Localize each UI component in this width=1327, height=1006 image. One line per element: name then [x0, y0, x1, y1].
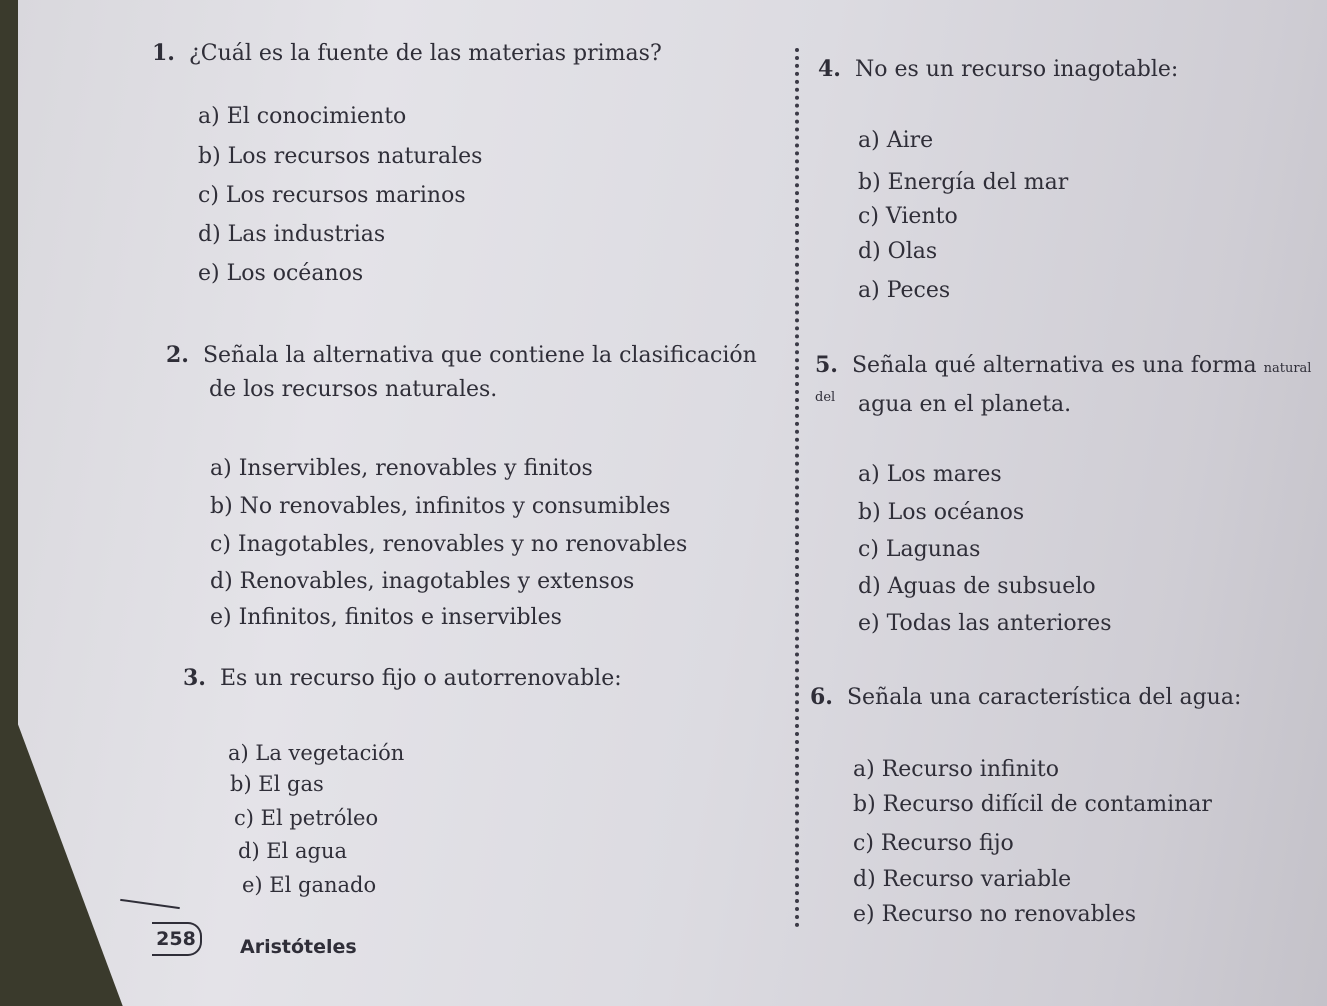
option-5d: d) Aguas de subsuelo	[858, 574, 1096, 599]
question-2	[166, 342, 757, 369]
question-text-line2: agua en el planeta.	[858, 392, 1072, 417]
option-6c: c) Recurso fijo	[853, 831, 1014, 856]
question-number: 6.	[810, 684, 833, 710]
question-1	[152, 40, 662, 67]
option-5b: b) Los océanos	[858, 500, 1025, 525]
question-3	[183, 665, 622, 692]
option-5c: c) Lagunas	[858, 537, 981, 562]
question-4	[818, 56, 1178, 83]
option-1b: b) Los recursos naturales	[198, 144, 483, 169]
option-6d: d) Recurso variable	[853, 867, 1072, 892]
question-text: Es un recurso fijo o autorrenovable:	[219, 666, 622, 691]
option-3d: d) El agua	[238, 839, 348, 863]
option-4e: a) Peces	[858, 278, 951, 303]
book-title: Aristóteles	[240, 936, 357, 958]
page-number: 258	[152, 922, 202, 956]
column-divider	[795, 48, 799, 928]
option-5a: a) Los mares	[858, 462, 1002, 487]
option-1e: e) Los océanos	[198, 261, 364, 286]
option-6b: b) Recurso difícil de contaminar	[853, 792, 1212, 817]
option-2d: d) Renovables, inagotables y extensos	[210, 569, 635, 594]
option-2a: a) Inservibles, renovables y finitos	[210, 456, 593, 481]
question-text: ¿Cuál es la fuente de las materias primas?	[188, 41, 662, 66]
option-6a: a) Recurso infinito	[853, 757, 1059, 782]
option-4a: a) Aire	[858, 128, 934, 153]
question-text-line1: Señala qué alternativa es una forma	[851, 353, 1257, 378]
option-1c: c) Los recursos marinos	[198, 183, 466, 208]
question-text-line2: de los recursos naturales.	[209, 377, 498, 402]
option-3a: a) La vegetación	[228, 741, 405, 765]
question-text: No es un recurso inagotable:	[854, 57, 1179, 82]
option-4d: d) Olas	[858, 239, 938, 264]
option-3b: b) El gas	[230, 772, 324, 796]
question-6	[810, 684, 1241, 711]
option-1d: d) Las industrias	[198, 222, 386, 247]
option-3c: c) El petróleo	[234, 806, 379, 830]
question-text-small: natural del	[815, 361, 1312, 405]
option-4c: c) Viento	[858, 204, 958, 229]
question-number: 1.	[152, 40, 175, 66]
option-6e: e) Recurso no renovables	[853, 902, 1137, 927]
option-2e: e) Infinitos, finitos e inservibles	[210, 605, 562, 630]
question-number: 2.	[166, 342, 189, 368]
option-1a: a) El conocimiento	[198, 104, 407, 129]
question-number: 3.	[183, 665, 206, 691]
option-2b: b) No renovables, infinitos y consumibles	[210, 494, 671, 519]
question-text-line1: Señala la alternativa que contiene la clasificación	[202, 343, 757, 368]
option-4b: b) Energía del mar	[858, 170, 1069, 195]
option-5e: e) Todas las anteriores	[858, 611, 1112, 636]
question-text: Señala una característica del agua:	[846, 685, 1242, 710]
option-2c: c) Inagotables, renovables y no renovables	[210, 532, 688, 557]
question-number: 4.	[818, 56, 841, 82]
option-3e: e) El ganado	[242, 873, 377, 897]
question-number: 5.	[815, 352, 838, 378]
